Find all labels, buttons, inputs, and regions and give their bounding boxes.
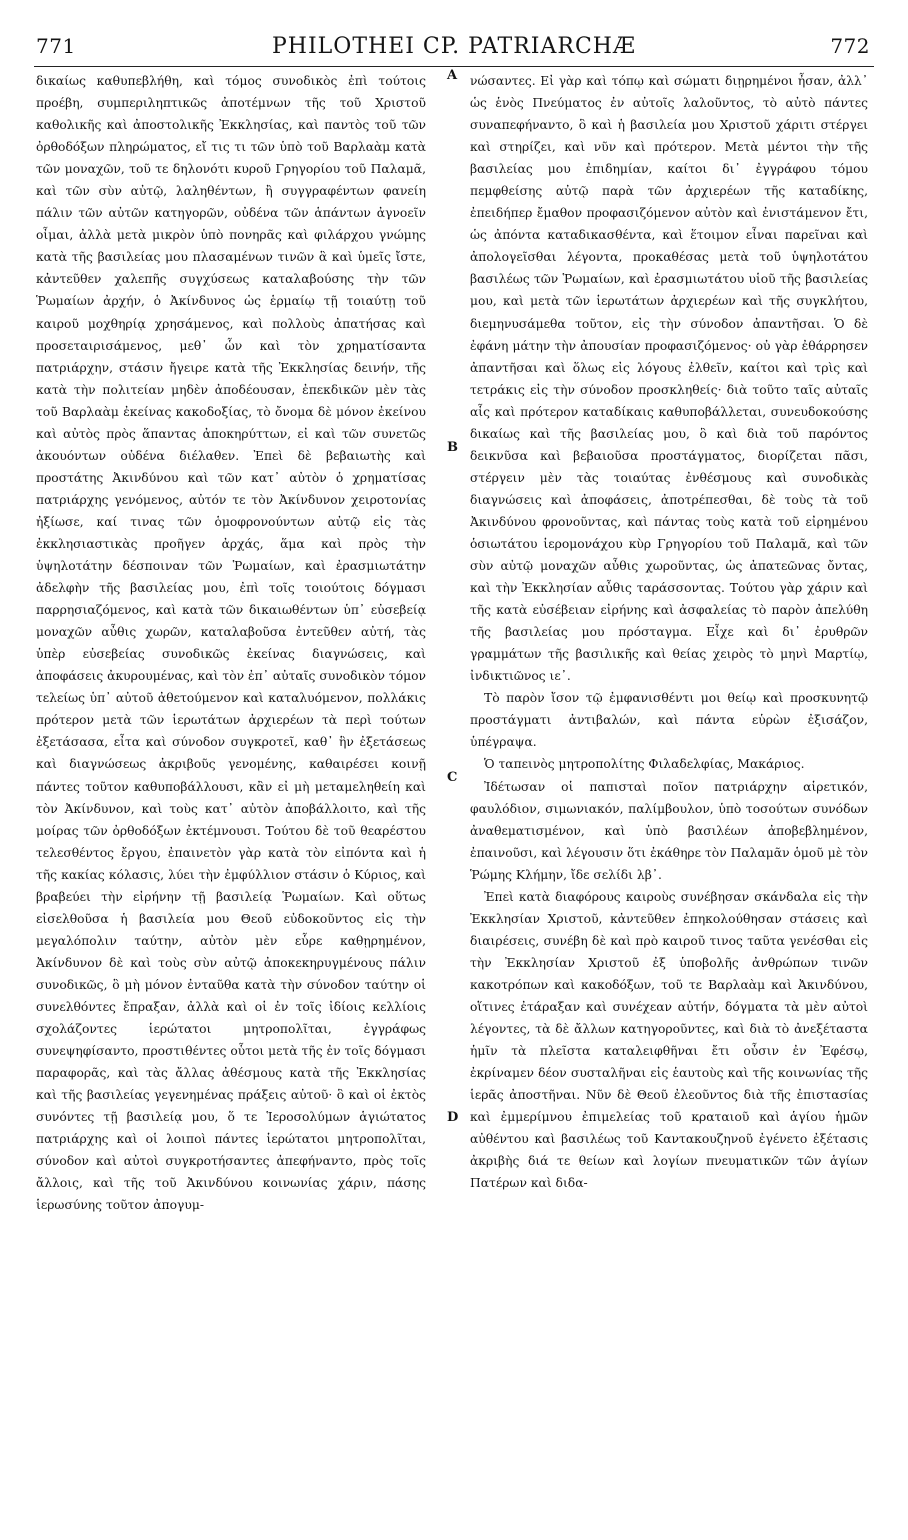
left-column xyxy=(36,70,426,1530)
running-title: PHILOTHEI CP. PATRIARCHÆ xyxy=(272,34,636,59)
right-paragraph-4: Ἰδέτωσαν οἱ παπισταὶ ποῖον πατριάρχην αἱρετικόν, φαυλόδιον, σιμωνιακόν, παλίμβουλον, ὑπὸ τοσούτων συνόδων ἀναθεματισμένον, καὶ ὑπὸ βασιλέων ἀποβεβλημένον, ἐπαινοῦσι, καὶ λέγουσιν ὅτι ἐκάθηρε τὸν Παλαμᾶν ὁμοῦ μὲ τὸν Ῥώμης Κλήμην, ἴδε σελίδι λβ᾿. xyxy=(470,779,868,882)
margin-marker-a: A xyxy=(447,68,458,83)
page-number-right: 772 xyxy=(830,34,870,58)
left-paragraph: δικαίως καθυπεβλήθη, καὶ τόμος συνοδικὸς ἐπὶ τούτοις προέβη, συμπεριληπτικῶς ἀποτέμνων τῆς τοῦ Χριστοῦ καθολικῆς καὶ ἀποστολικῆς Ἐκκλησίας, καὶ παντὸς τοῦ τῶν ὀρθοδόξων πληρώματος, εἴ τις τι τῶν ὑπὸ τοῦ Βαρλαὰμ κατὰ τῶν μοναχῶν, τοῦ τε δηλονότι κυροῦ Γρηγορίου τοῦ Παλαμᾶ, καὶ τῶν σὺν αὐτῷ, λαληθέντων, ἢ συγγραφέντων φανείη πάλιν τῶν αὐτῶν κατηγορῶν, οὐδένα τῶν ἁπάντων ἀγνοεῖν οἶμαι, ἀλλὰ μετὰ μικρὸν ὑπὸ πονηρᾶς καὶ φιλάρχου γνώμης κατὰ τῆς βασιλείας μου πλασαμένων τινῶν ἃ καὶ ὑμεῖς ἴστε, κἀντεῦθεν χαλεπῆς συγχύσεως καταλαβούσης τὴν τῶν Ῥωμαίων ἀρχήν, ὁ Ἀκίνδυνος ὡς ἑρμαίῳ τῇ τοιαύτῃ τοῦ καιροῦ μοχθηρίᾳ χρησάμενος, καὶ πολλοὺς ἀπατήσας καὶ προσεταιρισάμενος, μεθ᾿ ὧν καὶ τὸν χρηματίσαντα πατριάρχην, στάσιν ἤγειρε κατὰ τῆς Ἐκκλησίας δεινήν, τῆς κατὰ τὴν πολιτείαν μηδὲν ἀποδέουσαν, ἐπεκδικῶν μὲν τὰς τοῦ Βαρλαὰμ ἐκείνας κακοδοξίας, τὸ ὄνομα δὲ μόνον ἐκείνου καὶ αὐτὸς πρὸς ἅπαντας ἀποκηρύττων, εἰ καὶ τῶν συνετῶς ἀκουόντων οὐδένα διέλαθεν. Ἐπεὶ δὲ βεβαιωτὴς καὶ προστάτης Ἀκινδύνου καὶ τῶν κατ᾿ αὐτὸν ὁ χρηματίσας πατριάρχης γενόμενος, αὐτόν τε τὸν Ἀκίνδυνον χειροτονίας ἠξίωσε, καί τινας τῶν ὁμοφρονούντων αὐτῷ εἰς τὰς ἐκκλησιαστικὰς προῆγεν ἀρχάς, ἅμα καὶ πρὸς τὴν ὑψηλοτάτην δέσποιναν τῶν Ῥωμαίων, καὶ ἐρασμιωτάτην ἀδελφὴν τῆς βασιλείας μου, ἐπὶ τοῖς τοιούτοις δόγμασι παρρησιαζόμενος, καὶ κατὰ τῶν δικαιωθέντων ὑπ᾿ εὐσεβείᾳ μοναχῶν αὖθις χωρῶν, καταλαβοῦσα ἐντεῦθεν αὐτή, τὰς ὑπὲρ εὐσεβείας συνοδικῶς ἐκείνας διαγνώσεις, καὶ ἀποφάσεις ἀκυρουμένας, καὶ τὸν ἐπ᾿ αὐταῖς συνοδικὸν τόμον τελείως ὑπ᾿ αὐτοῦ ἀθετούμενον καὶ καταλυόμενον, πολλάκις πρότερον μετὰ τῶν ἱερωτάτων ἀρχιερέων τὰ περὶ τούτων ἐξετάσασα, εἶτα καὶ σύνοδον συγκροτεῖ, καθ᾿ ἣν ἐξετάσεως καὶ διαγνώσεως ἀκριβοῦς γενομένης, καθαιρέσει κοινῇ πάντες τοῦτον καθυποβάλλουσι, κἂν εἰ μὴ μεταμεληθείη καὶ τὸν Ἀκίνδυνον, καὶ τοὺς κατ᾿ αὐτὸν ἀποβάλλοιτο, καὶ τῆς μοίρας τῶν ὀρθοδόξων ἐκτέμνουσι. Τούτου δὲ τοῦ θεαρέστου τελεσθέντος ἔργου, ἐπαινετὸν γὰρ κατὰ τὸν εἰπόντα καὶ ἡ τῆς κακίας κόλασις, λύει τὴν ἐμφύλλιον στάσιν ὁ Κύριος, καὶ βραβεύει τὴν εἰρήνην τῇ βασιλείᾳ Ῥωμαίων. Καὶ οὕτως εἰσελθοῦσα ἡ βασιλεία μου Θεοῦ εὐδοκοῦντος εἰς τὴν μεγαλόπολιν ταύτην, αὐτὸν μὲν εὗρε καθῃρημένον, Ἀκίνδυνον δὲ καὶ τοὺς σὺν αὐτῷ ἀποκεκηρυγμένους πάλιν συνοδικῶς, ὃ μὴ μόνον ἐνταῦθα κατὰ τὴν σύνοδον ταύτην οἱ συνελθόντες ἔπραξαν, ἀλλὰ καὶ οἱ ἐν τοῖς ἰδίοις κελλίοις σχολάζοντες ἱερώτατοι μητροπολῖται, ἐγγράφως συνεψηφίσαντο, προστιθέντες οὗτοι μετὰ τῆς ἐν τοῖς δόγμασι παραφορᾶς, καὶ τὰς ἄλλας ἀθέσμους κατὰ τῆς Ἐκκλησίας καὶ τῆς βασιλείας γεγενημένας πράξεις αὐτοῦ· ὃ καὶ οἱ ἐκτὸς συνόντες τῇ βασιλείᾳ μου, ὅ τε Ἱεροσολύμων ἁγιώτατος πατριάρχης καὶ οἱ λοιποὶ πάντες ἱερώτατοι μητροπολῖται, σύνοδον καὶ αὐτοὶ συγκροτήσαντες ἀπεφήναντο, πρὸς τοῖς ἄλλοις, καὶ τῆς τοῦ Ἀκινδύνου κοινωνίας χάριν, πάσης ἱερωσύνης τοῦτον ἀπογυμ- xyxy=(36,74,426,1213)
margin-marker-b: B xyxy=(447,440,458,455)
margin-marker-c: C xyxy=(447,770,458,785)
header-rule xyxy=(34,66,874,67)
page-number-left: 771 xyxy=(36,34,76,58)
right-paragraph-1: νώσαντες. Εἰ γὰρ καὶ τόπῳ καὶ σώματι διῃρημένοι ἦσαν, ἀλλ᾿ ὡς ἑνὸς Πνεύματος ἐν αὐτοῖς λαλοῦντος, τὸ αὐτὸ πάντες συναπεφήναντο, ὃ καὶ ἡ βασιλεία μου Χριστοῦ χάριτι στέργει καὶ στηρίζει, καὶ νῦν καὶ πρότερον. Μετὰ μέντοι τὴν τῆς βασιλείας μου ἐπιδημίαν, καίτοι δι᾿ ἐγγράφου τόμου πεμφθείσης αὐτῷ παρὰ τῶν ἀρχιερέων τῆς καταδίκης, ἐπειδήπερ ἔμαθον προφασιζόμενον αὐτὸν καὶ ἐνιστάμενον ἔτι, ὡς ἀπόντα καταδικασθέντα, καὶ ἕτοιμον εἶναι παρεῖναι καὶ ἀπολογεῖσθαι λέγοντα, προκαθέσας μετὰ τοῦ ὑψηλοτάτου βασιλέως τῶν Ῥωμαίων, καὶ ἐρασμιωτάτου υἱοῦ τῆς βασιλείας μου, καὶ μετὰ τῶν ἱερωτάτων ἀρχιερέων καὶ τῆς συγκλήτου, διεμηνυσάμεθα τοῦτον, εἰς τὴν σύνοδον ἀπαντῆσαι. Ὁ δὲ ἐφάνη μάτην τὴν ἀπουσίαν προφασιζόμενος· οὐ γὰρ ἐθάρρησεν ἀπαντῆσαι καὶ ὅλως εἰς λόγους ἐλθεῖν, καίτοι καὶ τρὶς καὶ τετράκις εἰς τὴν σύνοδον προσκληθείς· διὰ τοῦτο ταῖς αὐταῖς αἷς καὶ πρότερον καταδίκαις καθυποβάλλεται, συνευδοκούσης δικαίως καὶ τῆς βασιλείας μου, ὃ καὶ διὰ τοῦ παρόντος δεικνῦσα καὶ βεβαιοῦσα προστάγματος, διορίζεται πᾶσι, στέργειν μὲν τὰς τοιαύτας ἐνθέσμους καὶ συνοδικὰς διαγνώσεις καὶ ἀποφάσεις, ἀποτρέπεσθαι, δὲ τοὺς τὰ τοῦ Ἀκινδύνου φρονοῦντας, καὶ πάντας τοὺς κατὰ τοῦ εἰρημένου ὁσιωτάτου ἱερομονάχου κὺρ Γρηγορίου τοῦ Παλαμᾶ, καὶ τῶν σὺν αὐτῷ μοναχῶν αὖθις χωροῦντας, ὡς ἀπατεῶνας ὄντας, καὶ τὴν Ἐκκλησίαν αὖθις ταράσσοντας. Τούτου γὰρ χάριν καὶ τῆς κατὰ εὐσέβειαν εἰρήνης καὶ ἀσφαλείας τὸ παρὸν ἀπελύθη τῆς βασιλείας μου πρόσταγμα. Εἶχε καὶ δι᾿ ἐρυθρῶν γραμμάτων τῆς βασιλικῆς καὶ θείας χειρὸς τὸ μηνὶ Μαρτίῳ, ἰνδικτιῶνος ιε᾿. xyxy=(470,74,868,684)
margin-marker-d: D xyxy=(447,1110,459,1125)
right-column xyxy=(470,70,868,1530)
right-paragraph-5: Ἐπεὶ κατὰ διαφόρους καιροὺς συνέβησαν σκάνδαλα εἰς τὴν Ἐκκλησίαν Χριστοῦ, κἀντεῦθεν ἐπηκολούθησαν στάσεις καὶ διαιρέσεις, συνέβη δὲ καὶ πρὸ καιροῦ τινος ταῦτα γενέσθαι εἰς τὴν Ἐκκλησίαν Χριστοῦ ἐξ ὑποβολῆς ἀνθρώπων τινῶν κακοτρόπων καὶ κακοδόξων, τοῦ τε Βαρλαὰμ καὶ Ἀκινδύνου, οἵτινες ἐτάραξαν καὶ συνέχεαν αὐτήν, δόγματα τὰ μὲν αὐτοὶ λέγοντες, τὰ δὲ ἄλλων κατηγοροῦντες, καὶ διὰ τὸ ἀνεξέταστα ἡμῖν τὰ πλεῖστα καταλειφθῆναι ἔτι οὖσιν ἐν Ἐφέσῳ, ἐκρίναμεν δέον συσταλῆναι εἰς ἑαυτοὺς καὶ τῆς κοινωνίας τῆς ἱερᾶς ἀποστῆναι. Νῦν δὲ Θεοῦ ἐλεοῦντος διὰ τῆς ἐπιστασίας καὶ ἐμμερίμνου ἐπιμελείας τοῦ κραταιοῦ καὶ ἁγίου ἡμῶν αὐθέντου καὶ βασιλέως τοῦ Καντακουζηνοῦ ἐγένετο ἐξέτασις ἀκριβὴς διά τε θείων καὶ λογίων πνευματικῶν τῶν ἁγίων Πατέρων καὶ διδα- xyxy=(470,889,868,1191)
right-paragraph-3: Ὁ ταπεινὸς μητροπολίτης Φιλαδελφίας, Μακάριος. xyxy=(484,757,805,772)
right-paragraph-2: Τὸ παρὸν ἴσον τῷ ἐμφανισθέντι μοι θείῳ καὶ προσκυνητῷ προστάγματι ἀντιβαλών, καὶ πάντα εὑρὼν ἐξισάζον, ὑπέγραψα. xyxy=(470,691,868,750)
